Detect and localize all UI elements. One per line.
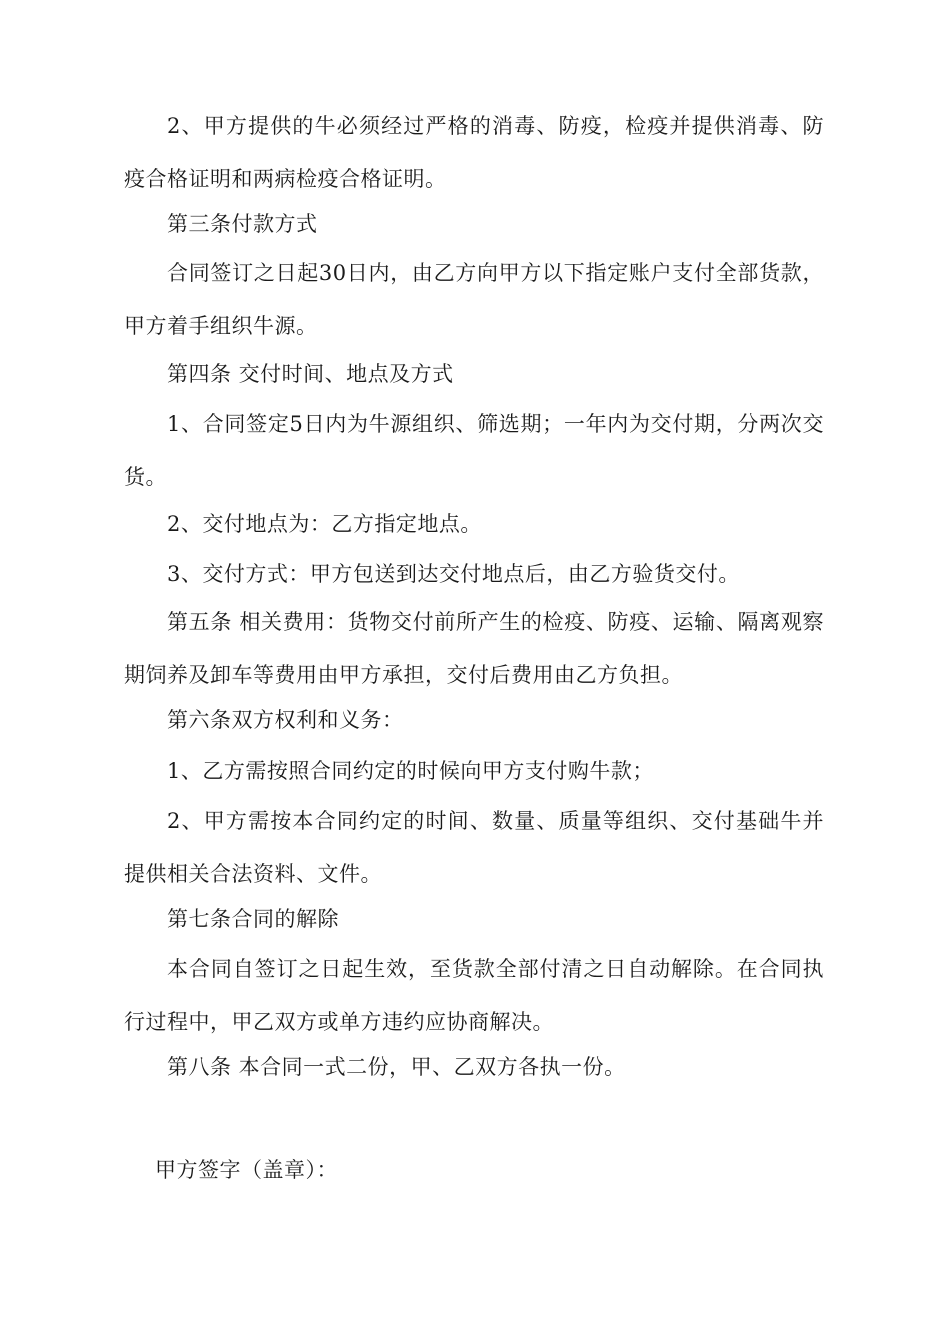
- heading-article-6: 第六条双方权利和义务：: [167, 708, 404, 732]
- paragraph-delivery-method: 3、交付方式：甲方包送到达交付地点后，由乙方验货交付。: [167, 562, 740, 586]
- paragraph-quarantine-clause: 2、甲方提供的牛必须经过严格的消毒、防疫，检疫并提供消毒、防疫合格证明和两病检疫合格证明。: [124, 114, 824, 191]
- paragraph-payment: 合同签订之日起30日内，由乙方向甲方以下指定账户支付全部货款，甲方着手组织牛源。: [124, 261, 824, 338]
- heading-article-4: 第四条 交付时间、地点及方式: [167, 362, 454, 386]
- paragraph-delivery-place: 2、交付地点为：乙方指定地点。: [167, 512, 482, 536]
- paragraph-delivery-time: 1、合同签定5日内为牛源组织、筛选期；一年内为交付期，分两次交货。: [124, 412, 824, 489]
- heading-article-8: 第八条 本合同一式二份，甲、乙双方各执一份。: [167, 1055, 626, 1079]
- heading-article-7: 第七条合同的解除: [167, 907, 339, 931]
- paragraph-article-5-fees: 第五条 相关费用：货物交付前所产生的检疫、防疫、运输、隔离观察期饲养及卸车等费用由甲方承担，交付后费用由乙方负担。: [124, 610, 824, 687]
- signature-party-a: 甲方签字（盖章）：: [155, 1158, 338, 1182]
- paragraph-termination: 本合同自签订之日起生效，至货款全部付清之日自动解除。在合同执行过程中，甲乙双方或单方违约应协商解决。: [124, 957, 824, 1034]
- heading-article-3: 第三条付款方式: [167, 212, 318, 236]
- paragraph-seller-duty: 2、甲方需按本合同约定的时间、数量、质量等组织、交付基础牛并提供相关合法资料、文件。: [124, 809, 824, 886]
- paragraph-buyer-duty: 1、乙方需按照合同约定的时候向甲方支付购牛款；: [167, 759, 654, 783]
